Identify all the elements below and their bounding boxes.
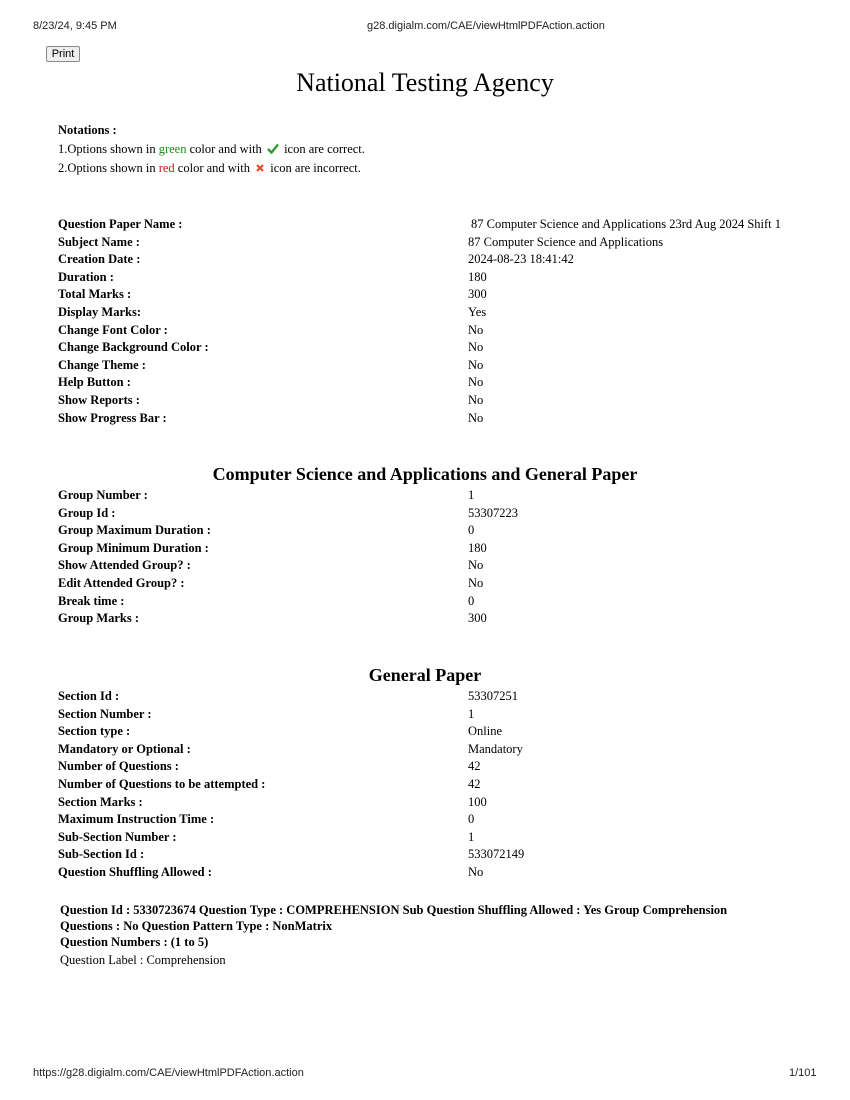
notations bbox=[58, 121, 365, 178]
info-row bbox=[58, 251, 808, 269]
info-row bbox=[58, 322, 808, 340]
section-label: Section Id : bbox=[58, 689, 120, 703]
info-row bbox=[58, 234, 808, 252]
info-value: No bbox=[468, 375, 484, 390]
section-row bbox=[58, 776, 808, 794]
page-title: National Testing Agency bbox=[296, 68, 554, 97]
section-row bbox=[58, 829, 808, 847]
group-label: Edit Attended Group? : bbox=[58, 575, 185, 590]
section-label: Question Shuffling Allowed : bbox=[58, 864, 212, 879]
group-label: Group Minimum Duration : bbox=[58, 540, 209, 555]
section-label: Sub-Section Id : bbox=[58, 847, 145, 862]
info-label: Change Background Color : bbox=[58, 340, 209, 355]
info-label: Duration : bbox=[58, 269, 114, 284]
section-row bbox=[58, 846, 808, 864]
info-row bbox=[58, 410, 808, 428]
section-row bbox=[58, 811, 808, 829]
group-row bbox=[58, 575, 808, 593]
section-label: Maximum Instruction Time : bbox=[58, 812, 215, 827]
section-row bbox=[58, 706, 808, 724]
group-label: Group Marks : bbox=[58, 611, 140, 626]
info-label: Question Paper Name : bbox=[58, 217, 183, 231]
notations-heading: Notations : bbox=[58, 123, 117, 137]
question-info bbox=[60, 902, 780, 950]
paper-info-table bbox=[58, 216, 808, 427]
group-value: 53307223 bbox=[468, 505, 518, 520]
notation-correct: 1.Options shown in green color and with icon are correct. bbox=[58, 142, 365, 156]
section-row bbox=[58, 758, 808, 776]
info-label: Total Marks : bbox=[58, 287, 132, 302]
print-footer-url: https://g28.digialm.com/CAE/viewHtmlPDFAction.action bbox=[33, 1067, 304, 1079]
info-row bbox=[58, 357, 808, 375]
question-meta: Question Id : 5330723674 Question Type : COMPREHENSION Sub Question Shuffling Allowed : Yes Group Comprehension Questions : No Question Pattern Type : NonMatrix bbox=[60, 903, 728, 933]
group-row bbox=[58, 540, 808, 558]
info-label: Creation Date : bbox=[58, 252, 141, 267]
group-label: Group Maximum Duration : bbox=[58, 523, 211, 538]
section-value: 1 bbox=[468, 829, 475, 844]
section-info-table bbox=[58, 688, 808, 882]
info-value: No bbox=[468, 340, 484, 355]
section-label: Mandatory or Optional : bbox=[58, 741, 191, 756]
group-info-table bbox=[58, 487, 808, 628]
info-value: No bbox=[468, 322, 484, 337]
info-value: 180 bbox=[468, 269, 487, 284]
info-value: Yes bbox=[468, 304, 487, 319]
info-value: No bbox=[468, 357, 484, 372]
section-row bbox=[58, 688, 808, 706]
info-row bbox=[58, 339, 808, 357]
section-value: Mandatory bbox=[468, 741, 523, 756]
info-row bbox=[58, 374, 808, 392]
group-row bbox=[58, 557, 808, 575]
print-button[interactable]: Print bbox=[46, 46, 80, 62]
group-row bbox=[58, 593, 808, 611]
info-label: Show Progress Bar : bbox=[58, 410, 167, 425]
print-datetime: 8/23/24, 9:45 PM bbox=[33, 20, 117, 32]
question-label: Question Label : Comprehension bbox=[60, 953, 226, 967]
question-numbers: Question Numbers : (1 to 5) bbox=[60, 935, 209, 949]
notation-incorrect: 2.Options shown in red color and with icon are incorrect. bbox=[58, 161, 361, 175]
group-value: 0 bbox=[468, 593, 475, 608]
info-label: Subject Name : bbox=[58, 234, 140, 249]
section-label: Section Marks : bbox=[58, 794, 143, 809]
info-value: 300 bbox=[468, 287, 487, 302]
group-label: Show Attended Group? : bbox=[58, 558, 191, 573]
section-label: Section Number : bbox=[58, 706, 152, 721]
section-label: Section type : bbox=[58, 724, 131, 739]
group-value: 1 bbox=[468, 488, 475, 502]
info-row bbox=[58, 216, 808, 234]
info-value: 2024-08-23 18:41:42 bbox=[468, 252, 574, 267]
group-label: Break time : bbox=[58, 593, 125, 608]
group-label: Group Id : bbox=[58, 505, 116, 520]
info-row bbox=[58, 269, 808, 287]
section-row bbox=[58, 794, 808, 812]
section-value: 42 bbox=[468, 776, 481, 791]
section-value: 100 bbox=[468, 794, 487, 809]
section-row bbox=[58, 741, 808, 759]
section-value: 42 bbox=[468, 759, 481, 774]
section-value: 533072149 bbox=[468, 847, 525, 862]
group-value: 300 bbox=[468, 611, 487, 626]
info-value: 87 Computer Science and Applications bbox=[468, 234, 664, 249]
info-row bbox=[58, 286, 808, 304]
group-value: No bbox=[468, 558, 484, 573]
group-value: 0 bbox=[468, 523, 475, 538]
section-value: No bbox=[468, 864, 484, 879]
info-row bbox=[58, 392, 808, 410]
group-title: Computer Science and Applications and General Paper bbox=[212, 464, 638, 484]
red-word: red bbox=[158, 161, 175, 175]
info-row bbox=[58, 304, 808, 322]
section-label: Number of Questions : bbox=[58, 759, 179, 774]
info-label: Show Reports : bbox=[58, 392, 140, 407]
info-label: Change Font Color : bbox=[58, 322, 168, 337]
group-label: Group Number : bbox=[58, 488, 148, 502]
info-value: No bbox=[468, 392, 484, 407]
section-value: Online bbox=[468, 724, 503, 739]
page-number: 1/101 bbox=[789, 1067, 817, 1079]
section-title: General Paper bbox=[368, 665, 482, 685]
section-label: Sub-Section Number : bbox=[58, 829, 177, 844]
group-value: 180 bbox=[468, 540, 487, 555]
section-row bbox=[58, 723, 808, 741]
section-row bbox=[58, 864, 808, 882]
group-row bbox=[58, 505, 808, 523]
info-label: Change Theme : bbox=[58, 357, 146, 372]
section-value: 1 bbox=[468, 706, 475, 721]
group-value: No bbox=[468, 575, 484, 590]
group-row bbox=[58, 487, 808, 505]
info-value: 87 Computer Science and Applications 23rd Aug 2024 Shift 1 bbox=[471, 217, 782, 231]
info-label: Help Button : bbox=[58, 375, 131, 390]
section-value: 0 bbox=[468, 812, 475, 827]
info-label: Display Marks: bbox=[58, 304, 141, 319]
check-icon bbox=[267, 143, 279, 154]
green-word: green bbox=[158, 142, 187, 156]
cross-icon bbox=[255, 163, 265, 173]
print-header-url: g28.digialm.com/CAE/viewHtmlPDFAction.action bbox=[367, 20, 605, 32]
group-row bbox=[58, 610, 808, 628]
section-label: Number of Questions to be attempted : bbox=[58, 776, 266, 791]
group-row bbox=[58, 522, 808, 540]
info-value: No bbox=[468, 410, 484, 425]
section-value: 53307251 bbox=[468, 689, 518, 703]
